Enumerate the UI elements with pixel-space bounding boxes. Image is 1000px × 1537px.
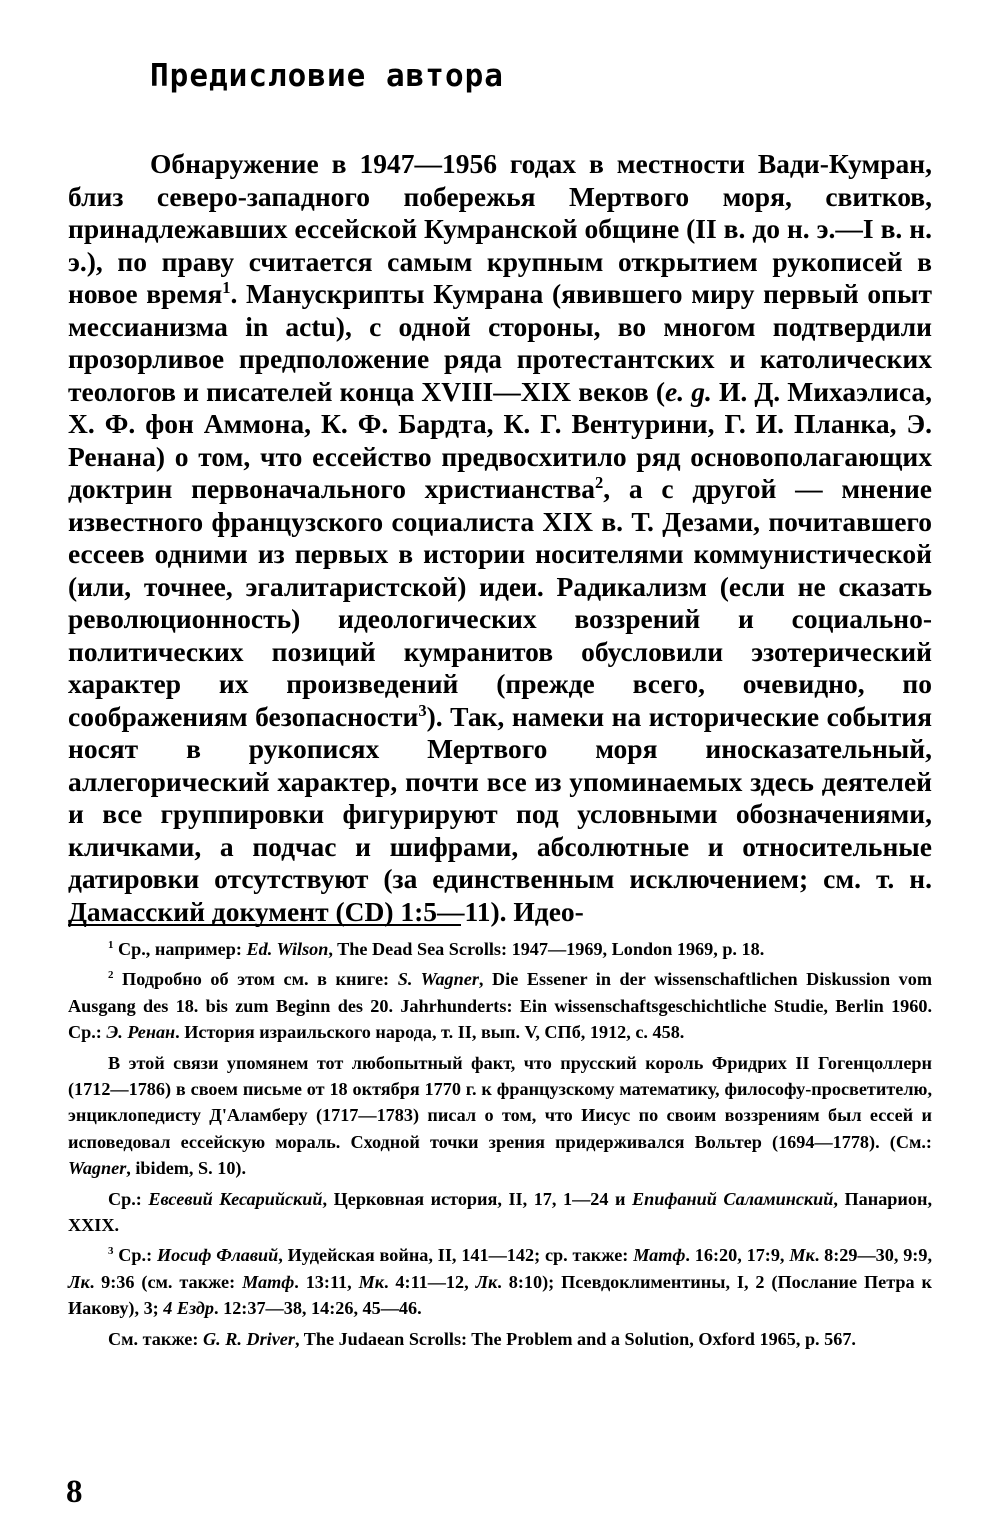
author-name: Э. Ренан <box>106 1022 176 1043</box>
book-abbrev: Матф <box>633 1245 686 1266</box>
author-name: S. Wagner <box>397 969 479 990</box>
text-run: , The Dead Sea Scrolls: 1947—1969, London 1969, p. 18. <box>328 939 765 959</box>
text-run: И. Д. Михаэлиса, Х. Ф. фон Аммона, К. Ф. Бардта, К. Г. Вентурини, Г. И. Планка, Э. Ренана) о том, что ессейство предвосхитило ряд основополагающих доктрин первоначального христианства <box>68 375 933 504</box>
author-name: Wagner <box>68 1158 127 1179</box>
text-run: , The Judaean Scrolls: The Problem and a Solution, Oxford 1965, p. 567. <box>294 1328 856 1349</box>
text-run: ). Так, намеки на исторические события носят в рукописях Мертвого моря иносказательный, аллегорический характер, почти все из упоминаемых здесь деятелей и все группировки фигурируют под условными обозначениями, кличками, а подчас и шифрами, абсолютные и относительные датировки отсутствуют (за единственным исключением; см. т. н. Дамасский документ (CD) 1:5—11). Идео- <box>68 700 932 927</box>
text-run: . 8:29—30, 9:9, <box>814 1245 932 1266</box>
footnote-ref-3: 3 <box>418 700 427 720</box>
book-abbrev: Матф <box>242 1271 295 1292</box>
text-run: , Иудейская война, II, 141—142; ср. также: <box>278 1245 634 1266</box>
author-name: G. R. Driver <box>202 1328 295 1349</box>
text-run: . 8:10); Псевдоклиментины, I, 2 (Послание Петра к Иакову), 3; <box>68 1271 932 1319</box>
footnote-2-continuation <box>68 1186 932 1239</box>
text-run: Ср., например: <box>113 939 247 959</box>
book-abbrev: Мк <box>358 1271 384 1292</box>
footnote-3-continuation <box>68 1326 932 1352</box>
chapter-title: Предисловие автора <box>150 58 504 94</box>
book-abbrev: Мк <box>789 1245 815 1266</box>
book-abbrev: Лк <box>475 1271 498 1292</box>
text-run: См. также: <box>108 1328 203 1349</box>
book-abbrev: 4 Ездр <box>163 1298 215 1319</box>
text-run: . 4:11—12, <box>383 1271 476 1292</box>
author-name: Ed. Wilson <box>246 939 329 959</box>
author-name: Евсевий Кесарийский <box>148 1188 323 1209</box>
text-run: . Манускрипты Кумрана (явившего миру первый опыт мессианизма in actu), с одной стороны, во многом подтвердили прозорливое предположение ряда протестантских и католических теологов и писателей конца XVIII—XIX веков ( <box>68 278 932 407</box>
main-paragraph <box>68 148 932 928</box>
author-name: Епифаний Саламинский <box>632 1188 834 1209</box>
footnote-1 <box>68 936 932 962</box>
text-run: Подробно об этом см. в книге: <box>113 969 398 990</box>
author-name: Иосиф Флавий <box>157 1245 279 1266</box>
footnote-separator <box>68 924 461 926</box>
footnote-mark: 2 <box>108 969 114 982</box>
text-run: Ср.: <box>108 1188 149 1209</box>
text-run: В этой связи упомянем тот любопытный факт, что прусский король Фридрих II Гогенцоллерн (1712—1786) в своем письме от 18 октября 1770 г. к французскому математику, философу-просветителю, энциклопедисту Д'Аламберу (1717—1783) писал о том, что Иисус по своим воззрениям был ессей и исповедовал ессейскую мораль. Сходной точки зрения придерживался Вольтер (1694—1778). (См.: <box>68 1052 932 1152</box>
text-run: . История израильского народа, т. II, вып. V, СПб, 1912, с. 458. <box>175 1022 685 1043</box>
footnote-mark: 3 <box>108 1245 114 1258</box>
text-run: , Панарион, XXIX. <box>68 1188 932 1236</box>
text-run: . 9:36 (см. также: <box>89 1271 243 1292</box>
text-run: Обнаружение в 1947—1956 годах в местности Вади-Кумран, близ северо-западного побережья Мертвого моря, свитков, принадлежавших ессейской Кумранской общине (II в. до н. э.—I в. н. э.), по праву считается самым крупным открытием рукописей в новое время <box>68 148 932 309</box>
text-run: , Церковная история, II, 17, 1—24 и <box>322 1188 633 1209</box>
text-run: , а с другой — мнение известного французского социалиста XIX в. Т. Дезами, почитавшего ессеев одними из первых в истории носителями коммунистической (или, точнее, эгалитаристской) идеи. Радикализм (если не сказать революционность) идеологических воззрений и социально-политических позиций кумранитов обусловили эзотерический характер их произведений (прежде всего, очевидно, по соображениям безопасности <box>68 473 933 732</box>
footnote-2-continuation <box>68 1050 932 1182</box>
text-run: , Die Essener in der wissenschaftlichen Diskussion vom Ausgang des 18. bis zum Beginn des 20. Jahrhunderts: Ein wissenschaftsgeschichtliche Studie, Berlin 1960. Ср.: <box>68 969 932 1043</box>
book-abbrev: Лк <box>68 1271 90 1292</box>
footnote-ref-2: 2 <box>595 472 604 492</box>
text-run: , ibidem, S. 10). <box>126 1158 247 1179</box>
footnote-mark: 1 <box>108 938 114 951</box>
page-number: 8 <box>66 1474 83 1510</box>
footnote-3 <box>68 1242 932 1321</box>
text-run: Ср.: <box>113 1245 157 1266</box>
text-run: . 13:11, <box>294 1271 359 1292</box>
latin-abbrev: e. g. <box>665 375 712 407</box>
text-run: . 16:20, 17:9, <box>685 1245 790 1266</box>
main-text <box>68 148 932 928</box>
footnotes <box>68 936 932 1356</box>
footnote-ref-1: 1 <box>222 277 231 297</box>
text-run: . 12:37—38, 14:26, 45—46. <box>214 1298 422 1319</box>
footnote-2 <box>68 966 932 1045</box>
